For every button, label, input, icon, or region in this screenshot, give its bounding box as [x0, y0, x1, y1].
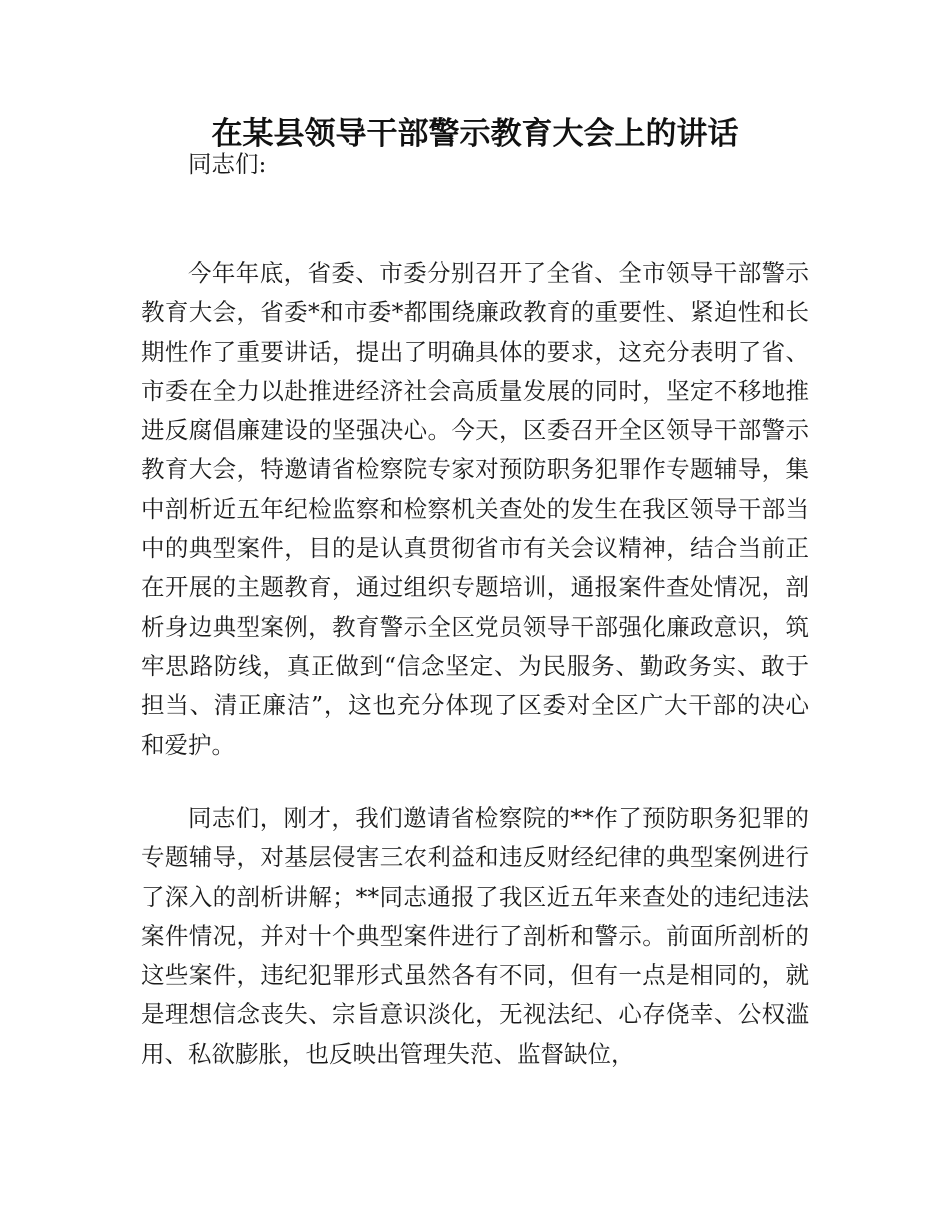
paragraph-2: 同志们，刚才，我们邀请省检察院的**作了预防职务犯罪的专题辅导，对基层侵害三农利益和违反财经纪律的典型案例进行了深入的剖析讲解；**同志通报了我区近五年来查处的违纪违法案件情况，并对十个典型案件进行了剖析和警示。前面所剖析的这些案件，违纪犯罪形式虽然各有不同，但有一点是相同的，就是理想信念丧失、宗旨意识淡化，无视法纪、心存侥幸、公权滥用、私欲膨胀，也反映出管理失范、监督缺位，: [141, 804, 809, 1068]
paragraph-block-2: [141, 799, 809, 1074]
document-title: 在某县领导干部警示教育大会上的讲话: [211, 116, 739, 152]
salutation: 同志们:: [188, 150, 267, 178]
paragraph-1: 今年年底，省委、市委分别召开了全省、全市领导干部警示教育大会，省委*和市委*都围绕廉政教育的重要性、紧迫性和长期性作了重要讲话，提出了明确具体的要求，这充分表明了省、市委在全力以赴推进经济社会高质量发展的同时，坚定不移地推进反腐倡廉建设的坚强决心。今天，区委召开全区领导干部警示教育大会，特邀请省检察院专家对预防职务犯罪作专题辅导，集中剖析近五年纪检监察和检察机关查处的发生在我区领导干部当中的典型案件，目的是认真贯彻省市有关会议精神，结合当前正在开展的主题教育，通过组织专题培训，通报案件查处情况，剖析身边典型案例，教育警示全区党员领导干部强化廉政意识，筑牢思路防线，真正做到“信念坚定、为民服务、勤政务实、敢于担当、清正廉洁”，这也充分体现了区委对全区广大干部的决心和爱护。: [141, 259, 809, 759]
salutation-block: [141, 145, 809, 184]
paragraph-block-1: [141, 254, 809, 765]
